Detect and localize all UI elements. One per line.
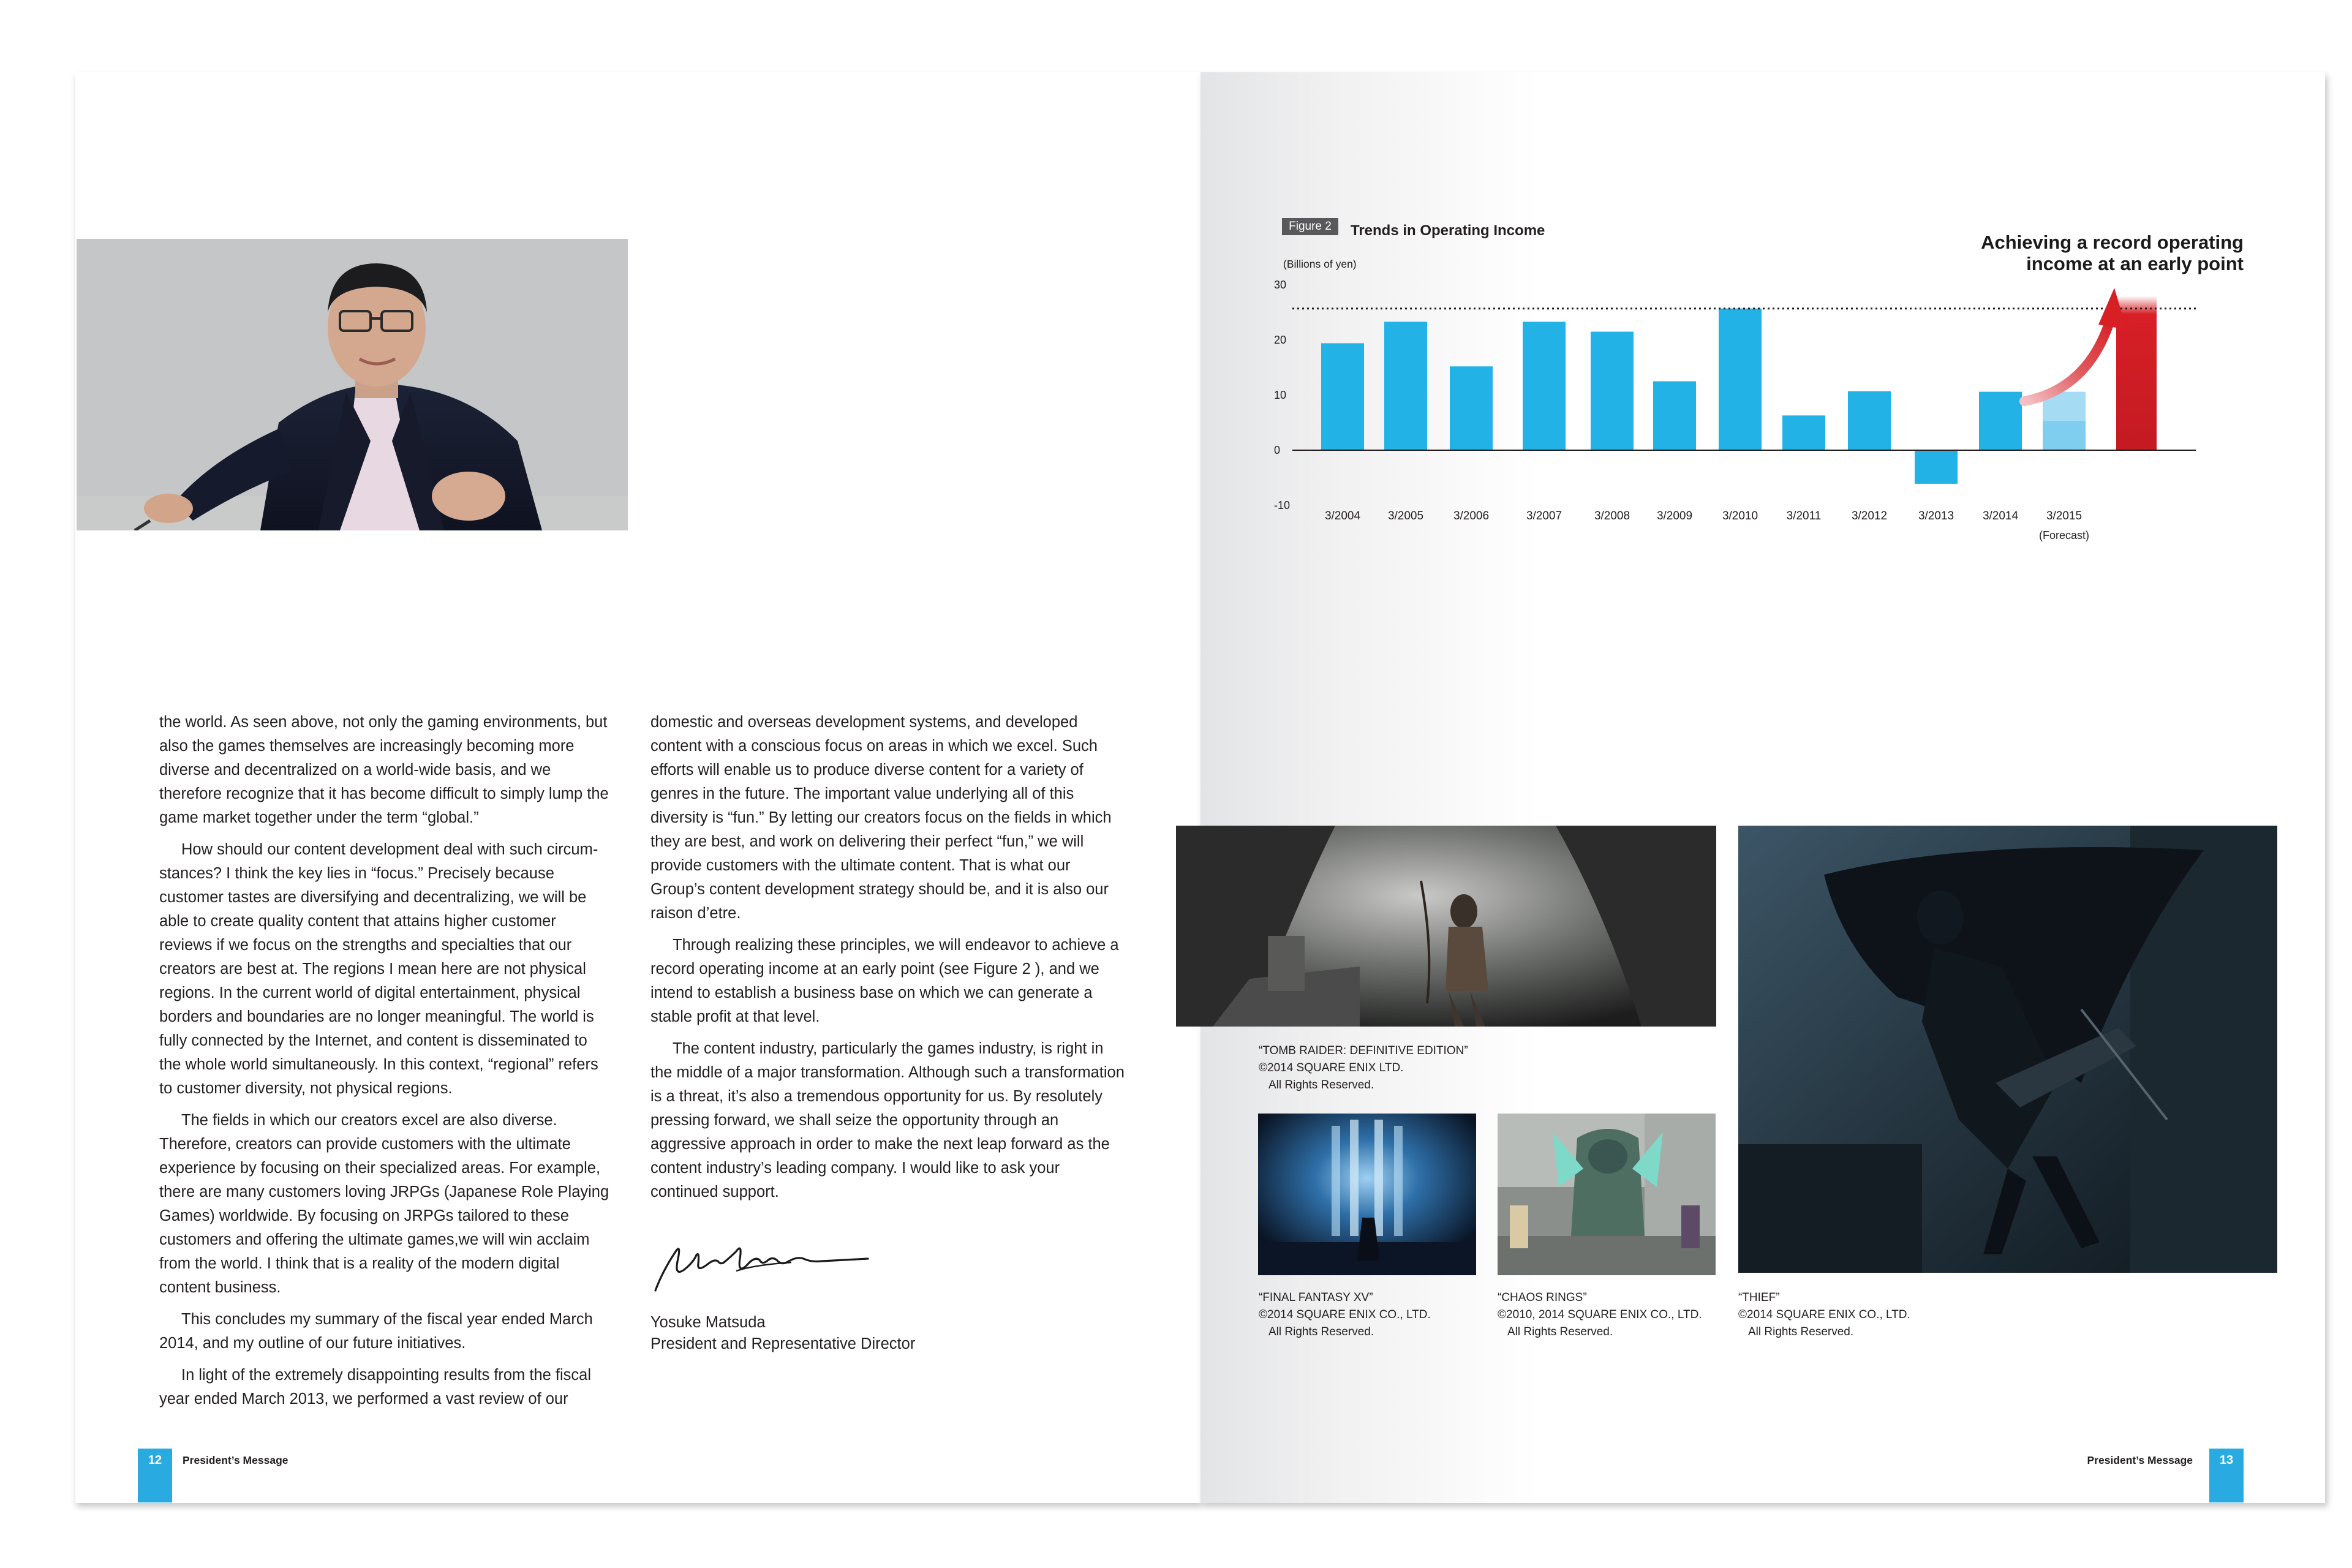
paragraph: How should our content development deal with such circumstances? I think the key lies in “focus.” Precisely because customer tastes are diversifying and decentralizing, we will be able to create quality content that attains higher customer reviews if we focus on the strengths and specialties that our creators are best at. The regions I mean here are not physical regions. In the current world of digital entertainment, physical borders and boundaries are no longer meaningful. The world is fully connected by the Internet, and content is disseminated to the whole world simultaneously. In this context, “regional” refers to customer diversity, not physical regions. bbox=[159, 841, 598, 1097]
figure-title: Trends in Operating Income bbox=[1351, 222, 1545, 239]
paragraph: domestic and overseas development systems, and developed content with a conscious focus on areas in which we excel. Such efforts will enable us to produce diverse content for a variety of genres in the future. The important value underlying all of this diversity is “fun.” By letting our creators focus on the fields in which they are best, and work on delivering their perfect “fun,” we will provide customers with the ultimate content. That is what our Group’s content development strategy should be, and it is also our raison d’etre. bbox=[650, 714, 1112, 922]
bar bbox=[1719, 309, 1762, 450]
x-tick-label: 3/2004 bbox=[1324, 510, 1361, 522]
caption-title: “THIEF” bbox=[1738, 1291, 1780, 1304]
caption-title: “FINAL FANTASY XV” bbox=[1259, 1291, 1373, 1304]
paragraph: Through realizing these principles, we will endeavor to achieve a record operating income at an early point (see Figure 2 ), and we intend to establish a business base on which we can generate a stable profit at that level. bbox=[650, 937, 1119, 1025]
x-tick-label: 3/2007 bbox=[1526, 510, 1562, 522]
page-number-right: 13 bbox=[2209, 1449, 2244, 1502]
y-tick-label: 20 bbox=[1274, 334, 1287, 346]
x-tick-label: 3/2013 bbox=[1918, 510, 1954, 522]
caption-title: “TOMB RAIDER: DEFINITIVE EDITION” bbox=[1259, 1044, 1468, 1057]
bar bbox=[1591, 332, 1634, 451]
x-tick-label: 3/2009 bbox=[1656, 510, 1693, 522]
signatory bbox=[650, 1312, 1018, 1355]
caption-rights: All Rights Reserved. bbox=[1748, 1325, 1854, 1338]
thief-image bbox=[1738, 826, 2277, 1273]
page-number-left: 12 bbox=[138, 1449, 172, 1502]
caption-copyright: ©2014 SQUARE ENIX LTD. bbox=[1259, 1061, 1404, 1074]
caption-copyright: ©2014 SQUARE ENIX CO., LTD. bbox=[1259, 1308, 1431, 1321]
bar bbox=[1979, 392, 2022, 450]
bar bbox=[1848, 391, 1891, 450]
final-fantasy-image bbox=[1258, 1114, 1476, 1275]
thief-caption bbox=[1738, 1289, 1910, 1341]
x-tick-label: 3/2012 bbox=[1851, 510, 1888, 522]
body-text-left-column bbox=[159, 710, 612, 1411]
running-title-right: President’s Message bbox=[2087, 1454, 2193, 1466]
paragraph: This concludes my summary of the fiscal year ended March 2014, and my outline of our future initiatives. bbox=[159, 1311, 593, 1352]
tomb-raider-caption bbox=[1259, 1042, 1468, 1094]
y-tick-label: 30 bbox=[1274, 279, 1287, 291]
y-tick-label: -10 bbox=[1274, 499, 1291, 511]
bar-forecast-lower bbox=[2043, 421, 2086, 450]
chart-callout bbox=[1936, 232, 2244, 274]
figure-badge: Figure 2 bbox=[1282, 218, 1338, 235]
caption-rights: All Rights Reserved. bbox=[1268, 1079, 1374, 1091]
x-tick-label: 3/2011 bbox=[1786, 510, 1822, 522]
bar bbox=[1450, 366, 1493, 450]
x-tick-label: 3/2014 bbox=[1982, 510, 2019, 522]
x-tick-label: 3/2008 bbox=[1594, 510, 1630, 522]
handwritten-signature bbox=[650, 1234, 883, 1295]
bar bbox=[1321, 343, 1364, 450]
paragraph: the world. As seen above, not only the gaming environments, but also the games themselves are increasingly becoming more diverse and decentralized on a world-wide basis, and we therefore recognize that it has become difficult to simply lump the game market together under the term “global.” bbox=[159, 714, 609, 826]
caption-rights: All Rights Reserved. bbox=[1268, 1325, 1374, 1338]
y-tick-label: 10 bbox=[1274, 389, 1287, 401]
caption-title: “CHAOS RINGS” bbox=[1498, 1291, 1587, 1304]
y-tick-label: 0 bbox=[1274, 444, 1281, 456]
operating-income-chart bbox=[1274, 270, 2254, 557]
paragraph: The content industry, particularly the games industry, is right in the middle of a major transformation. Although such a transformation is a threat, it’s also a tremendous opportunity for us. By resolutely pressing forward, we shall seize the opportunity through an aggressive approach in order to make the next leap forward as the content industry’s leading company. I would like to ask your continued support. bbox=[650, 1040, 1125, 1200]
caption-copyright: ©2014 SQUARE ENIX CO., LTD. bbox=[1738, 1308, 1910, 1321]
bar bbox=[1915, 450, 1958, 484]
tomb-raider-image bbox=[1176, 826, 1716, 1027]
callout-line: Achieving a record operating bbox=[1981, 232, 2244, 253]
bar bbox=[1384, 322, 1427, 450]
callout-line: income at an early point bbox=[2026, 253, 2244, 274]
paragraph: The fields in which our creators excel are also diverse. Therefore, creators can provide customers with the ultimate experience by focusing on their specialized areas. For example, there are many customers loving JRPGs (Japanese Role Playing Games) worldwide. By focusing on JRPGs tailored to these customers and offering the ultimate games,we will win acclaim from the world. I think that is a reality of the modern digital content business. bbox=[159, 1112, 609, 1296]
body-text-right-column bbox=[650, 710, 1128, 1204]
president-photo bbox=[77, 239, 628, 530]
final-fantasy-caption bbox=[1259, 1289, 1431, 1341]
caption-copyright: ©2010, 2014 SQUARE ENIX CO., LTD. bbox=[1498, 1308, 1702, 1321]
chaos-rings-caption bbox=[1498, 1289, 1702, 1341]
signatory-name: Yosuke Matsuda bbox=[650, 1314, 766, 1331]
growth-arrow bbox=[2024, 318, 2111, 401]
x-tick-label: 3/2005 bbox=[1387, 510, 1424, 522]
x-tick-label: 3/2010 bbox=[1722, 510, 1758, 522]
bar bbox=[1523, 322, 1566, 450]
running-title-left: President’s Message bbox=[183, 1454, 288, 1466]
bar bbox=[1782, 415, 1825, 450]
paragraph: In light of the extremely disappointing results from the fiscal year ended March 2013, we performed a vast review of our bbox=[159, 1366, 591, 1408]
forecast-note: (Forecast) bbox=[2038, 529, 2090, 541]
y-axis-unit: (Billions of yen) bbox=[1283, 258, 1357, 270]
x-tick-label: 3/2006 bbox=[1453, 510, 1490, 522]
bar bbox=[1653, 382, 1696, 451]
x-tick-label: 3/2015 bbox=[2046, 510, 2082, 522]
signatory-title: President and Representative Director bbox=[650, 1335, 916, 1352]
caption-rights: All Rights Reserved. bbox=[1507, 1325, 1613, 1338]
chaos-rings-image bbox=[1498, 1114, 1716, 1275]
